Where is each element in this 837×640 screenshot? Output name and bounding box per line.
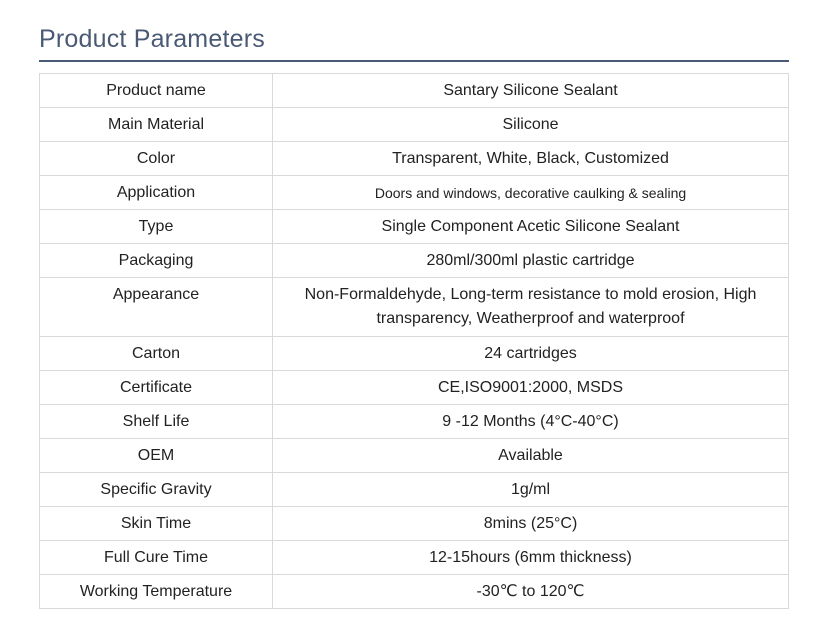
param-value: CE,ISO9001:2000, MSDS	[273, 371, 789, 405]
param-value: Non-Formaldehyde, Long-term resistance to mold erosion, High transparency, Weatherproof and waterproof	[273, 278, 789, 337]
table-row	[40, 473, 789, 507]
param-label: Shelf Life	[40, 405, 273, 439]
product-parameters-table	[39, 73, 789, 609]
param-label: Working Temperature	[40, 575, 273, 609]
section-header	[39, 24, 789, 62]
param-label: Type	[40, 210, 273, 244]
table-row	[40, 74, 789, 108]
table-row	[40, 210, 789, 244]
table-row	[40, 371, 789, 405]
param-label: OEM	[40, 439, 273, 473]
table-row	[40, 278, 789, 337]
param-label: Application	[40, 176, 273, 210]
table-row	[40, 575, 789, 609]
param-value: 24 cartridges	[273, 337, 789, 371]
param-label: Appearance	[40, 278, 273, 337]
param-label: Product name	[40, 74, 273, 108]
table-row	[40, 507, 789, 541]
param-value: 1g/ml	[273, 473, 789, 507]
param-value: 280ml/300ml plastic cartridge	[273, 244, 789, 278]
table-row	[40, 108, 789, 142]
param-value: 9 -12 Months (4°C-40°C)	[273, 405, 789, 439]
param-value: Available	[273, 439, 789, 473]
param-label: Certificate	[40, 371, 273, 405]
param-label: Full Cure Time	[40, 541, 273, 575]
param-value: Transparent, White, Black, Customized	[273, 142, 789, 176]
param-label: Main Material	[40, 108, 273, 142]
param-label: Carton	[40, 337, 273, 371]
param-label: Specific Gravity	[40, 473, 273, 507]
param-value: 8mins (25°C)	[273, 507, 789, 541]
param-value: Silicone	[273, 108, 789, 142]
param-label: Color	[40, 142, 273, 176]
param-value: Doors and windows, decorative caulking & sealing	[273, 176, 789, 210]
table-row	[40, 337, 789, 371]
table-row	[40, 541, 789, 575]
param-label: Skin Time	[40, 507, 273, 541]
param-label: Packaging	[40, 244, 273, 278]
table-row	[40, 405, 789, 439]
param-value: -30℃ to 120℃	[273, 575, 789, 609]
table-row	[40, 244, 789, 278]
table-row	[40, 142, 789, 176]
param-value: Single Component Acetic Silicone Sealant	[273, 210, 789, 244]
table-row	[40, 176, 789, 210]
table-row	[40, 439, 789, 473]
param-value: 12-15hours (6mm thickness)	[273, 541, 789, 575]
param-value: Santary Silicone Sealant	[273, 74, 789, 108]
page-title: Product Parameters	[39, 25, 265, 53]
